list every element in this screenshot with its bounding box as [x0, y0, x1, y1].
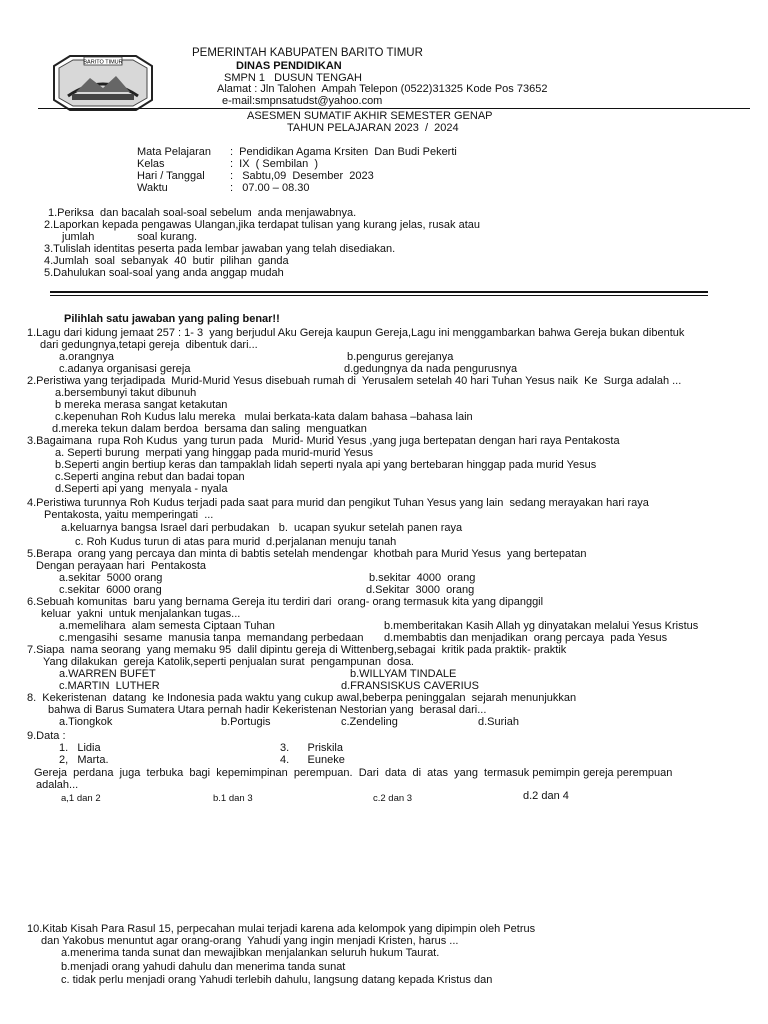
government-name: PEMERINTAH KABUPATEN BARITO TIMUR — [192, 47, 423, 59]
answer-option: c.Seperti angina rebut dan badai topan — [55, 471, 245, 483]
answer-option: a. Seperti burung merpati yang hinggap pada murid-murid Yesus — [55, 447, 373, 459]
school-name: SMPN 1 DUSUN TENGAH — [224, 72, 362, 84]
instruction-item: 4.Jumlah soal sebanyak 40 butir pilihan ganda — [44, 255, 289, 267]
answer-option: d.Sekitar 3000 orang — [366, 584, 475, 596]
answer-option: c.MARTIN LUTHER — [59, 680, 160, 692]
question-text: 6.Sebuah komunitas baru yang bernama Gereja itu terdiri dari orang- orang termasuk kita yang dipanggil — [27, 596, 544, 608]
answer-option: c.kepenuhan Roh Kudus lalu mereka mulai berkata-kata dalam bahasa –bahasa lain — [55, 411, 473, 423]
question-text: 3.Bagaimana rupa Roh Kudus yang turun pada Murid- Murid Yesus ,yang juga bertepatan dengan hari raya Pentakosta — [27, 435, 620, 447]
answer-option: b.sekitar 4000 orang — [369, 572, 476, 584]
class-label: Kelas — [137, 158, 165, 170]
question-text: 9.Data : — [27, 730, 66, 742]
answer-option: d.Suriah — [478, 716, 519, 728]
answer-option: a,1 dan 2 — [61, 793, 101, 804]
question-text: 8. Kekeristenan datang ke Indonesia pada waktu yang cukup awal,beberpa peninggalan sejarah menunjukkan — [27, 692, 577, 704]
question-text: keluar yakni untuk menjalankan tugas... — [41, 608, 241, 620]
answer-option: b.memberitakan Kasih Allah yg dinyatakan melalui Yesus Kristus — [384, 620, 699, 632]
answer-option: d.2 dan 4 — [523, 790, 569, 802]
answer-option: c.sekitar 6000 orang — [59, 584, 162, 596]
question-text: adalah... — [36, 779, 79, 791]
answer-option: d.membabtis dan menjadikan orang percaya pada Yesus — [384, 632, 668, 644]
answer-option: b.1 dan 3 — [213, 793, 253, 804]
question-text: Gereja perdana juga terbuka bagi kepemimpinan perempuan. Dari data di atas yang termasuk pemimpin gereja perempuan — [34, 767, 673, 779]
section-divider — [50, 295, 708, 296]
instruction-item: 1.Periksa dan bacalah soal-soal sebelum anda menjawabnya. — [48, 207, 357, 219]
answer-option: c. tidak perlu menjadi orang Yahudi terlebih dahulu, langsung datang kepada Kristus dan — [61, 974, 493, 986]
exam-title: ASESMEN SUMATIF AKHIR SEMESTER GENAP — [247, 110, 493, 122]
school-email: e-mail:smpnsatudst@yahoo.com — [222, 95, 383, 107]
answer-option: b.menjadi orang yahudi dahulu dan menerima tanda sunat — [61, 961, 346, 973]
answer-option: b.WILLYAM TINDALE — [350, 668, 457, 680]
question-text: dari gedungnya,tetapi gereja dibentuk dari... — [40, 339, 258, 351]
data-item: 1. Lidia — [59, 742, 101, 754]
data-item: 4. Euneke — [280, 754, 345, 766]
instruction-item: 5.Dahulukan soal-soal yang anda anggap mudah — [44, 267, 284, 279]
question-text: dan Yakobus menuntut agar orang-orang Yahudi yang ingin menjadi Kristen, harus ... — [41, 935, 459, 947]
data-item: 2, Marta. — [59, 754, 109, 766]
class-value: : IX ( Sembilan ) — [230, 158, 319, 170]
section-divider — [50, 291, 708, 293]
answer-option: b.pengurus gerejanya — [347, 351, 454, 363]
answer-option: a.bersembunyi takut dibunuh — [55, 387, 197, 399]
answer-option: a.orangnya — [59, 351, 115, 363]
logo-text: BARITO TIMUR — [83, 59, 123, 66]
answer-option: b.Portugis — [221, 716, 271, 728]
academic-year: TAHUN PELAJARAN 2023 / 2024 — [287, 122, 459, 134]
answer-option: a.memelihara alam semesta Ciptaan Tuhan — [59, 620, 275, 632]
question-text: Dengan perayaan hari Pentakosta — [36, 560, 207, 572]
date-value: : Sabtu,09 Desember 2023 — [230, 170, 374, 182]
question-text: 7.Siapa nama seorang yang memaku 95 dalil dipintu gereja di Wittenberg,sebagai kritik pada praktik- praktik — [27, 644, 567, 656]
answer-option: a.menerima tanda sunat dan mewajibkan menjalankan seluruh hukum Taurat. — [61, 947, 440, 959]
answer-option: b.Seperti angin bertiup keras dan tampaklah lidah seperti nyala api yang bertebaran hinggap pada murid Yesus — [55, 459, 597, 471]
answer-option: c.Zendeling — [341, 716, 398, 728]
date-label: Hari / Tanggal — [137, 170, 205, 182]
instruction-item: 2.Laporkan kepada pengawas Ulangan,jika terdapat tulisan yang kurang jelas, rusak atau — [44, 219, 481, 231]
question-text: bahwa di Barus Sumatera Utara pernah hadir Kekeristenan Nestorian yang berasal dari... — [48, 704, 487, 716]
answer-option: d.gedungnya da nada pengurusnya — [344, 363, 518, 375]
subject-value: : Pendidikan Agama Krsiten Dan Budi Pekerti — [230, 146, 457, 158]
time-value: : 07.00 – 08.30 — [230, 182, 310, 194]
question-text: 1.Lagu dari kidung jemaat 257 : 1- 3 yang berjudul Aku Gereja kaupun Gereja,Lagu ini menggambarkan bahwa Gereja bukan dibentuk — [27, 327, 685, 339]
question-text: Yang dilakukan gereja Katolik,seperti penjualan surat pengampunan dosa. — [43, 656, 414, 668]
answer-option: a.WARREN BUFET — [59, 668, 156, 680]
section-title: Pilihlah satu jawaban yang paling benar!! — [64, 313, 280, 325]
answer-option: c.adanya organisasi gereja — [59, 363, 191, 375]
data-item: 3. Priskila — [280, 742, 343, 754]
answer-option: a.Tiongkok — [59, 716, 113, 728]
instruction-item: 3.Tulislah identitas peserta pada lembar jawaban yang telah disediakan. — [44, 243, 396, 255]
subject-label: Mata Pelajaran — [137, 146, 211, 158]
question-text: Pentakosta, yaitu memperingati ... — [44, 509, 214, 521]
barito-timur-logo — [50, 52, 156, 114]
time-label: Waktu — [137, 182, 168, 194]
answer-option: c. Roh Kudus turun di atas para murid — [75, 536, 261, 548]
answer-option: a.keluarnya bangsa Israel dari perbudakan b. ucapan syukur setelah panen raya — [61, 522, 463, 534]
answer-option: c.mengasihi sesame manusia tanpa memandang perbedaan — [59, 632, 364, 644]
instruction-item: jumlah soal kurang. — [62, 231, 198, 243]
school-address: Alamat : Jln Talohen Ampah Telepon (0522)31325 Kode Pos 73652 — [217, 83, 548, 95]
answer-option: c.2 dan 3 — [373, 793, 413, 804]
question-text: 4.Peristiwa turunnya Roh Kudus terjadi pada saat para murid dan pengikut Tuhan Yesus yang lain sedang merayakan hari raya — [27, 497, 649, 509]
question-text: 5.Berapa orang yang percaya dan minta di babtis setelah mendengar khotbah para Murid Yesus yang bertepatan — [27, 548, 587, 560]
answer-option: d.mereka tekun dalam berdoa bersama dan saling menguatkan — [52, 423, 367, 435]
question-text: 2.Peristiwa yang terjadipada Murid-Murid Yesus disebuah rumah di Yerusalem setelah 40 hari Tuhan Yesus naik Ke Surga adalah ... — [27, 375, 682, 387]
answer-option: d.Seperti api yang menyala - nyala — [55, 483, 228, 495]
question-text: 10.Kitab Kisah Para Rasul 15, perpecahan mulai terjadi karena ada kelompok yang dipimpin oleh Petrus — [27, 923, 536, 935]
department-name: DINAS PENDIDIKAN — [236, 60, 342, 72]
answer-option: a.sekitar 5000 orang — [59, 572, 163, 584]
answer-option: b mereka merasa sangat ketakutan — [55, 399, 228, 411]
answer-option: d.FRANSISKUS CAVERIUS — [341, 680, 479, 692]
header-divider — [38, 108, 750, 109]
answer-option: d.perjalanan menuju tanah — [266, 536, 397, 548]
